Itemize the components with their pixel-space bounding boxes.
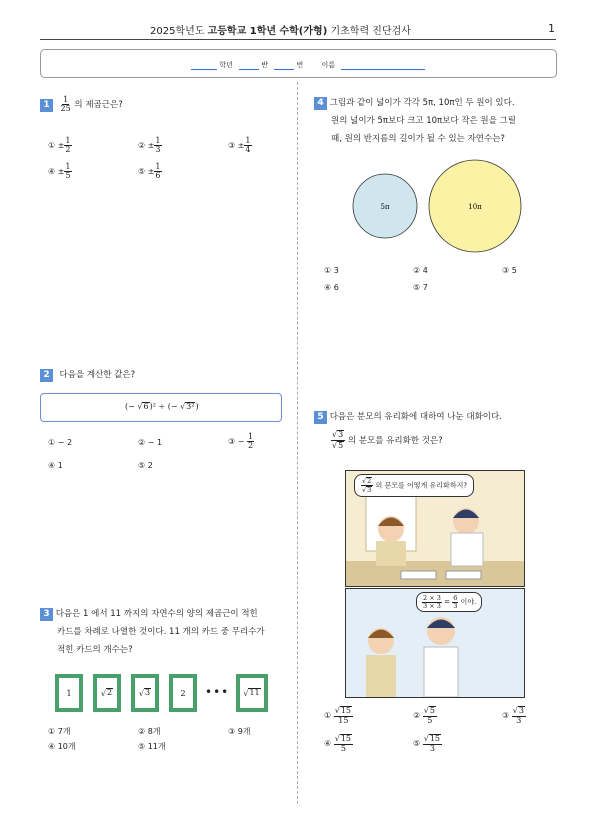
bubble-text: 의 분모를 어떻게 유리화하지? bbox=[373, 481, 468, 490]
numerator: 5 bbox=[429, 706, 435, 715]
ellipsis: ••• bbox=[205, 685, 230, 699]
numerator: 2 bbox=[367, 477, 372, 485]
question-body: 다음은 1 에서 11 까지의 자연수의 양의 제곱근이 적힌 bbox=[55, 609, 258, 619]
option-mark: ① bbox=[48, 141, 56, 150]
option-mark: ② bbox=[138, 141, 146, 150]
question-text bbox=[60, 95, 123, 113]
numerator: 6 bbox=[453, 594, 458, 602]
denominator: 3 bbox=[155, 145, 161, 154]
column-divider bbox=[297, 82, 298, 804]
q2-option-1[interactable]: ① − 2 bbox=[48, 438, 73, 447]
option-mark: ⑤ bbox=[138, 167, 146, 176]
numerator: 1 bbox=[155, 136, 161, 145]
question-number: 4 bbox=[314, 97, 327, 110]
name-label: 이름 bbox=[321, 61, 335, 69]
q3-option-1[interactable]: ① 7개 bbox=[48, 727, 71, 736]
header-rule bbox=[40, 39, 556, 40]
denominator: 15 bbox=[338, 715, 349, 725]
small-circle-label: 5π bbox=[380, 203, 390, 211]
card-3: √ 3 bbox=[131, 674, 159, 712]
q2-option-3[interactable] bbox=[228, 433, 254, 450]
question-number: 1 bbox=[40, 99, 53, 112]
denominator: 3 × 3 bbox=[423, 601, 441, 610]
speech-bubble-1: $\frac{√2}{√3}$ 의 분모를 어떻게 유리화하지? bbox=[354, 474, 474, 497]
question-number: 3 bbox=[40, 608, 53, 621]
denominator: 5 bbox=[427, 715, 433, 725]
numerator: 15 bbox=[340, 706, 352, 715]
card-2: √ 2 bbox=[93, 674, 121, 712]
numerator: 1 bbox=[65, 162, 71, 171]
option-mark: ④ bbox=[324, 738, 332, 748]
denominator: 2 bbox=[65, 145, 71, 154]
expr-part: )² ÷ (− bbox=[149, 402, 181, 411]
denominator: 5 bbox=[338, 440, 344, 450]
question-4 bbox=[314, 94, 564, 148]
expr-part: (− bbox=[125, 402, 138, 411]
q4-option-4[interactable]: ④ 6 bbox=[324, 283, 339, 292]
number-field[interactable] bbox=[274, 61, 294, 70]
title-main: 고등학교 1학년 수학(가형) bbox=[207, 26, 328, 37]
q4-line-2: 원의 넓이가 5π보다 크고 10π보다 작은 원을 그릴 bbox=[331, 116, 516, 126]
q3-option-3[interactable]: ③ 9개 bbox=[228, 727, 251, 736]
card-4 bbox=[169, 674, 197, 712]
q4-option-3[interactable]: ③ 5 bbox=[502, 266, 517, 275]
card-value: 1 bbox=[66, 688, 72, 698]
card-11: √ 11 bbox=[236, 674, 268, 712]
q3-option-5[interactable]: ⑤ 11개 bbox=[138, 742, 166, 751]
option-mark: ⑤ bbox=[413, 738, 421, 748]
bubble-text: 이야. bbox=[458, 598, 477, 606]
question-body: 다음을 계산한 값은? bbox=[59, 370, 136, 380]
q5-line-1 bbox=[314, 408, 502, 426]
option-text: ③ − bbox=[228, 437, 247, 446]
q4-option-2[interactable]: ② 4 bbox=[413, 266, 428, 275]
numerator: 1 bbox=[65, 136, 71, 145]
card-1 bbox=[55, 674, 83, 712]
page-number: 1 bbox=[548, 22, 555, 35]
numerator: 15 bbox=[340, 734, 352, 743]
q4-line-1 bbox=[314, 94, 564, 112]
option-sign: ± bbox=[57, 141, 65, 150]
card-value: 3 bbox=[145, 688, 151, 698]
speech-bubble-2: $\frac{2 \times 3}{3 \times 3}$ = $\frac{6}{3}$ 이야. bbox=[416, 592, 482, 612]
question-number: 2 bbox=[40, 369, 53, 382]
q3-line-3: 적힌 카드의 개수는? bbox=[57, 645, 133, 655]
large-circle-label: 10π bbox=[468, 203, 482, 211]
comic-panel-2 bbox=[345, 588, 525, 698]
denominator: 2 bbox=[247, 441, 254, 450]
name-field[interactable] bbox=[341, 61, 425, 70]
denominator: 3 bbox=[516, 715, 522, 725]
card-value: 2 bbox=[180, 688, 186, 698]
numerator: 1 bbox=[155, 162, 161, 171]
student-info-fields bbox=[191, 60, 425, 70]
card-value: 2 bbox=[107, 688, 113, 698]
denominator: 3 bbox=[453, 601, 458, 610]
exam-title bbox=[150, 22, 411, 37]
circles-figure bbox=[340, 158, 530, 258]
grade-field[interactable] bbox=[191, 61, 217, 70]
option-sign: ± bbox=[147, 141, 155, 150]
title-year: 2025학년도 bbox=[150, 26, 208, 37]
q1-option-2[interactable] bbox=[138, 137, 162, 154]
denominator: 5 bbox=[340, 743, 346, 753]
q2-option-2[interactable]: ② − 1 bbox=[138, 438, 163, 447]
question-body: 다음은 분모의 유리화에 대하여 나눈 대화이다. bbox=[329, 412, 502, 422]
q3-line-1 bbox=[40, 605, 290, 623]
q2-option-5[interactable]: ⑤ 2 bbox=[138, 461, 153, 470]
q4-line-3: 때, 원의 반지름의 길이가 될 수 있는 자연수는? bbox=[331, 134, 505, 144]
question-body: 그림과 같이 넓이가 각각 5π, 10π인 두 원이 있다. bbox=[329, 98, 515, 108]
q3-line-2: 카드를 차례로 나열한 것이다. 11 개의 카드 중 무리수가 bbox=[57, 627, 265, 637]
q3-option-4[interactable]: ④ 10개 bbox=[48, 742, 76, 751]
denominator: 3 bbox=[429, 743, 435, 753]
student-info-box bbox=[40, 49, 557, 78]
q5-option-4[interactable]: ④ $\frac{√15}{5}$ bbox=[324, 734, 352, 753]
q5-option-2[interactable]: ② $\frac{√5}{5}$ bbox=[413, 706, 435, 725]
question-body: 의 분모를 유리화한 것은? bbox=[345, 435, 443, 446]
numerator: 3 bbox=[338, 430, 344, 439]
option-sign: ± bbox=[147, 167, 155, 176]
question-5 bbox=[314, 408, 502, 451]
grade-label: 학년 bbox=[219, 61, 233, 69]
option-mark: ② bbox=[413, 710, 421, 720]
number-label: 번 bbox=[296, 61, 304, 69]
numerator: 3 bbox=[518, 706, 524, 715]
numerator: 1 bbox=[63, 95, 69, 104]
title-suffix: 기초학력 진단검사 bbox=[327, 26, 411, 37]
denominator: 5 bbox=[65, 171, 71, 180]
q2-option-4[interactable]: ④ 1 bbox=[48, 461, 63, 470]
numerator: 1 bbox=[245, 136, 251, 145]
question-number: 5 bbox=[314, 411, 327, 424]
q5-option-1[interactable]: ① $\frac{√15}{15}$ bbox=[324, 706, 352, 725]
denominator: 3 bbox=[367, 486, 372, 495]
q1-option-5[interactable] bbox=[138, 163, 162, 180]
numerator: 15 bbox=[429, 734, 441, 743]
expr-part: ) bbox=[195, 402, 199, 411]
question-2 bbox=[40, 366, 135, 384]
q4-option-1[interactable]: ① 3 bbox=[324, 266, 339, 275]
numerator: 2 × 3 bbox=[423, 594, 441, 602]
denominator: 6 bbox=[155, 171, 161, 180]
q5-line-2: $\frac{√3}{√5}$ 의 분모를 유리화한 것은? bbox=[332, 430, 443, 450]
expression-box bbox=[40, 393, 282, 422]
class-field[interactable] bbox=[239, 61, 259, 70]
fraction bbox=[60, 96, 72, 113]
q5-option-3[interactable]: ③ $\frac{√3}{3}$ bbox=[502, 706, 524, 725]
q1-option-4[interactable] bbox=[48, 163, 72, 180]
q3-option-2[interactable]: ② 8개 bbox=[138, 727, 161, 736]
radicand: 3² bbox=[186, 402, 195, 411]
option-mark: ③ bbox=[228, 141, 236, 150]
denominator: 4 bbox=[245, 145, 251, 154]
radicand: 6 bbox=[143, 402, 149, 411]
card-value: 11 bbox=[249, 688, 260, 698]
comic-panel-1 bbox=[345, 470, 525, 587]
option-sign: ± bbox=[237, 141, 245, 150]
class-label: 반 bbox=[261, 61, 268, 69]
option-sign: ± bbox=[57, 167, 65, 176]
q1-option-1[interactable] bbox=[48, 137, 72, 154]
option-mark: ④ bbox=[48, 167, 56, 176]
question-1 bbox=[40, 96, 123, 114]
expression: (− √6)² ÷ (− √3²) bbox=[125, 402, 199, 411]
option-mark: ① bbox=[324, 710, 332, 720]
q4-option-5[interactable]: ⑤ 7 bbox=[413, 283, 428, 292]
denominator: 25 bbox=[60, 104, 71, 113]
q5-option-5[interactable]: ⑤ $\frac{√15}{3}$ bbox=[413, 734, 441, 753]
q1-option-3[interactable] bbox=[228, 137, 252, 154]
option-mark: ③ bbox=[502, 710, 510, 720]
question-body: 의 제곱근은? bbox=[71, 100, 123, 110]
question-3 bbox=[40, 605, 290, 659]
numerator: 1 bbox=[247, 432, 254, 441]
